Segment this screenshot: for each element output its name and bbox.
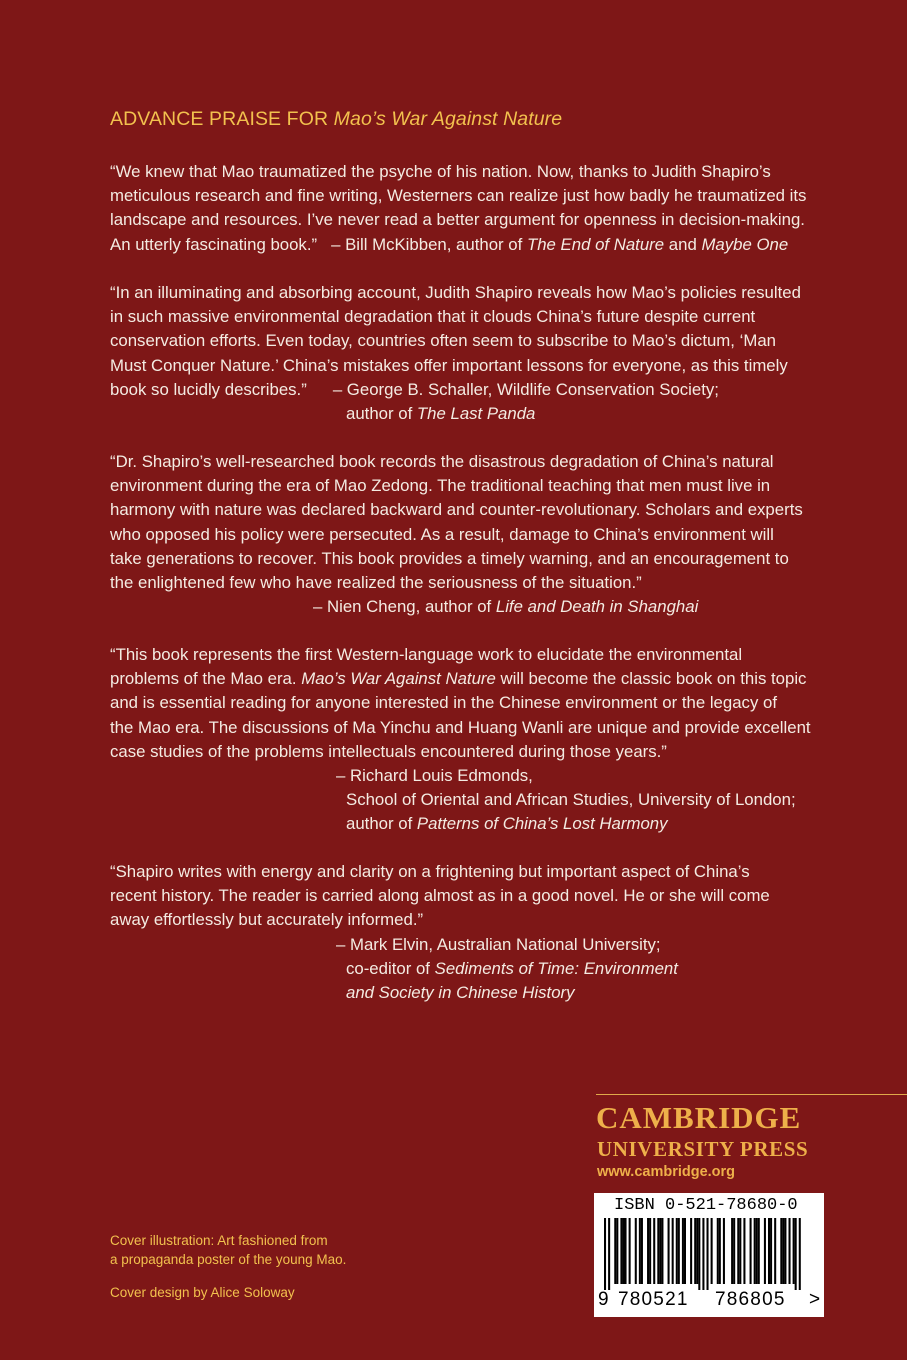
praise-quote-nien-cheng xyxy=(110,450,810,619)
praise-heading xyxy=(110,108,562,131)
praise-quote-edmonds xyxy=(110,643,810,837)
barcode-bars-graphic xyxy=(604,1218,814,1290)
quote-line: harmony with nature was declared backward and counter-revolutionary. Scholars and experts xyxy=(110,500,803,520)
quote-line: the enlightened few who have realized the seriousness of the situation.” xyxy=(110,573,642,593)
quote-line: who opposed his policy were persecuted. As a result, damage to China’s environment will xyxy=(110,524,774,544)
credit-line: a propaganda poster of the young Mao. xyxy=(110,1252,347,1267)
book-title: Maybe One xyxy=(701,234,789,254)
quote-text: will become the classic book on this topic xyxy=(495,669,807,689)
book-title: Life and Death in Shanghai xyxy=(495,597,699,617)
coeditor-of-label: co-editor of xyxy=(346,958,435,978)
conjunction: and xyxy=(664,234,702,254)
book-title: The Last Panda xyxy=(416,404,536,424)
ean-left-group: 780521 xyxy=(618,1289,689,1310)
cover-design-credit: Cover design by Alice Soloway xyxy=(110,1285,295,1300)
quote-line: book so lucidly describes.” xyxy=(110,379,307,399)
book-title: The End of Nature xyxy=(526,234,665,254)
attribution-name: – Nien Cheng, author of xyxy=(313,597,496,617)
quote-last-line-with-attribution xyxy=(110,378,810,402)
praise-quote-schaller xyxy=(110,281,810,426)
book-title: Sediments of Time: Environment xyxy=(434,958,678,978)
attribution: – Bill McKibben, author of xyxy=(331,234,527,254)
ean-right-group: 786805 xyxy=(715,1289,786,1310)
book-title: Mao’s War Against Nature xyxy=(301,669,496,689)
attribution-affiliation: School of Oriental and African Studies, University of London; xyxy=(346,790,796,810)
author-of-label: author of xyxy=(346,404,417,424)
attribution: – Richard Louis Edmonds, xyxy=(336,766,533,786)
quote-line: landscape and resources. I’ve never read a better argument for openness in decision-making. xyxy=(110,210,805,230)
quote-line: the Mao era. The discussions of Ma Yinchu and Huang Wanli are unique and provide excellent xyxy=(110,717,811,737)
quote-line: away effortlessly but accurately informed.” xyxy=(110,910,424,930)
quote-text: problems of the Mao era. xyxy=(110,669,302,689)
attribution-book xyxy=(110,957,810,981)
attribution: – Mark Elvin, Australian National University; xyxy=(336,934,661,954)
attribution-book xyxy=(110,402,810,426)
publisher-divider xyxy=(596,1094,907,1095)
quote-line: case studies of the problems intellectuals encountered during those years.” xyxy=(110,741,667,761)
credit-line: Cover illustration: Art fashioned from xyxy=(110,1233,328,1248)
attribution: – George B. Schaller, Wildlife Conservation Society; xyxy=(332,379,719,399)
quote-line: environment during the era of Mao Zedong. The traditional teaching that men must live in xyxy=(110,476,771,496)
praise-heading-title: Mao’s War Against Nature xyxy=(333,108,563,130)
quote-line: take generations to recover. This book provides a timely warning, and an encouragement to xyxy=(110,548,789,568)
ean-first-digit: 9 xyxy=(598,1289,609,1310)
author-of-label: author of xyxy=(346,814,417,834)
ean-quiet-mark: > xyxy=(809,1289,821,1310)
quote-line: meticulous research and fine writing, Westerners can realize just how badly he traumatized its xyxy=(110,186,807,206)
cover-illustration-credit xyxy=(110,1231,346,1269)
attribution xyxy=(110,595,810,619)
isbn-number: ISBN 0-521-78680-0 xyxy=(614,1196,798,1215)
publisher-website: www.cambridge.org xyxy=(597,1164,736,1180)
quote-line: An utterly fascinating book.” xyxy=(110,234,318,254)
quote-line: “Shapiro writes with energy and clarity on a frightening but important aspect of China’s xyxy=(110,862,750,881)
quote-last-line-with-attribution xyxy=(110,233,810,257)
book-title: Patterns of China’s Lost Harmony xyxy=(416,814,668,834)
isbn-barcode xyxy=(594,1193,824,1317)
quote-line: conservation efforts. Even today, countries often seem to subscribe to Mao’s dictum, ‘Man xyxy=(110,331,776,351)
quote-line xyxy=(110,667,810,691)
praise-quote-elvin xyxy=(110,860,810,1005)
attribution-book xyxy=(110,812,810,836)
quote-line: “We knew that Mao traumatized the psyche of his nation. Now, thanks to Judith Shapiro’s xyxy=(110,162,771,181)
publisher-logo-name: CAMBRIDGE xyxy=(596,1100,802,1135)
quote-line: recent history. The reader is carried along almost as in a good novel. He or she will come xyxy=(110,886,770,906)
publisher-logo-press: UNIVERSITY PRESS xyxy=(597,1137,809,1161)
quote-line: in such massive environmental degradation that it clouds China’s future despite current xyxy=(110,307,756,327)
quote-line: “In an illuminating and absorbing account, Judith Shapiro reveals how Mao’s policies resulted xyxy=(110,283,801,302)
quote-line: and is essential reading for anyone interested in the Chinese environment or the legacy of xyxy=(110,693,777,713)
quote-line: Must Conquer Nature.’ China’s mistakes offer important lessons for everyone, as this timely xyxy=(110,355,788,375)
quote-line: “This book represents the first Western-language work to elucidate the environmental xyxy=(110,645,743,664)
book-title-continued: and Society in Chinese History xyxy=(346,983,575,1003)
praise-quote-mckibben xyxy=(110,160,810,257)
praise-heading-prefix: ADVANCE PRAISE FOR xyxy=(110,108,334,130)
quote-line: “Dr. Shapiro’s well-researched book records the disastrous degradation of China’s natural xyxy=(110,452,774,471)
